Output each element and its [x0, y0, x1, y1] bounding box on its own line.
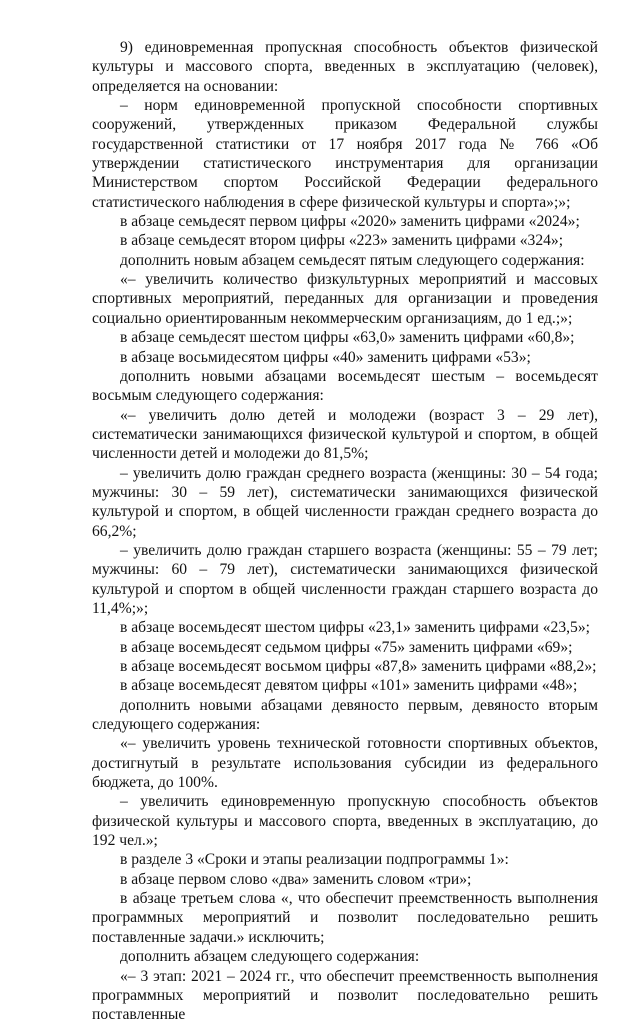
paragraph-87-change: в абзаце восемьдесят седьмом цифры «75» заменить цифрами «69»;	[120, 638, 573, 656]
paragraph-76-change: в абзаце семьдесят шестом цифры «63,0» заменить цифрами «60,8»;	[120, 329, 575, 347]
paragraph-events-nko: «– увеличить количество физкультурных мероприятий и массовых спортивных мероприятий, переданных для организации и проведения социально ориентированным некоммерческим организациям, до 1 ед.;»;	[92, 271, 598, 327]
paragraph-72-change: в абзаце семьдесят втором цифры «223» заменить цифрами «324»;	[120, 232, 564, 250]
paragraph-older-age: – увеличить долю граждан старшего возраста (женщины: 55 – 79 лет; мужчины: 60 – 79 лет), систематически занимающихся физической культурой и спортом в общей численности граждан старшего возраста до 11,4%;»;	[92, 541, 598, 617]
paragraph-88-change: в абзаце восемьдесят восьмом цифры «87,8» заменить цифрами «88,2»;	[120, 658, 597, 675]
paragraph-technical-readiness: «– увеличить уровень технической готовности спортивных объектов, достигнутый в результате использования субсидии из федерального бюджета, до 100%.	[92, 735, 598, 792]
paragraph-86-change: в абзаце восемьдесят шестом цифры «23,1» заменить цифрами «23,5»;	[120, 619, 590, 637]
paragraph-children-youth: «– увеличить долю детей и молодежи (возраст 3 – 29 лет), систематически занимающихся физической культурой и спортом, в общей численности детей и молодежи до 81,5%;	[92, 406, 598, 463]
paragraph-add-91-92: дополнить новыми абзацами девяносто первым, девяносто вторым следующего содержания:	[92, 696, 598, 734]
paragraph-middle-age: – увеличить долю граждан среднего возраста (женщины: 30 – 54 года; мужчины: 30 – 59 лет), систематически занимающихся физической культурой и спортом, в общей численности граждан среднего возраста до 66,2%;	[92, 464, 598, 540]
paragraph-third-exclude: в абзаце третьем слова «, что обеспечит преемственность выполнения программных мероприятий и позволит последовательно решить поставленные задачи.» исключить;	[92, 890, 598, 946]
paragraph-71-change: в абзаце семьдесят первом цифры «2020» заменить цифрами «2024»;	[120, 213, 580, 231]
paragraph-norms-capacity: – норм единовременной пропускной способности спортивных сооружений, утвержденных приказом Федеральной службы государственной статистики от 17 ноября 2017 года № 766 «Об утверждении статистического инструментария для организации Министерством спортом Российской Федерации федерального статистического наблюдения в сфере физической культуры и спорта»;»;	[92, 97, 598, 211]
paragraph-stage-3: «– 3 этап: 2021 – 2024 гг., что обеспечит преемственность выполнения программных мероприятий и позволит последовательно решить поставленные	[92, 967, 598, 1024]
paragraph-89-change: в абзаце восемьдесят девятом цифры «101» заменить цифрами «48»;	[120, 677, 578, 695]
paragraph-add-75: дополнить новым абзацем семьдесят пятым следующего содержания:	[120, 251, 585, 269]
paragraph-add-86-88: дополнить новыми абзацами восемьдесят шестым – восемьдесят восьмым следующего содержания:	[92, 367, 598, 405]
paragraph-first-change: в абзаце первом слово «два» заменить словом «три»;	[120, 870, 472, 888]
paragraph-80-change: в абзаце восьмидесятом цифры «40» заменить цифрами «53»;	[120, 348, 531, 366]
paragraph-capacity-192: – увеличить единовременную пропускную способность объектов физической культуры и массового спорта, введенных в эксплуатацию, до 192 чел.»;	[92, 793, 598, 850]
paragraph-section-3: в разделе 3 «Сроки и этапы реализации подпрограммы 1»:	[120, 851, 509, 869]
paragraph-add-following: дополнить абзацем следующего содержания:	[120, 948, 420, 966]
paragraph-item-9-capacity: 9) единовременная пропускная способность объектов физической культуры и массового спорта, введенных в эксплуатацию (человек), определяется на основании:	[92, 39, 598, 95]
